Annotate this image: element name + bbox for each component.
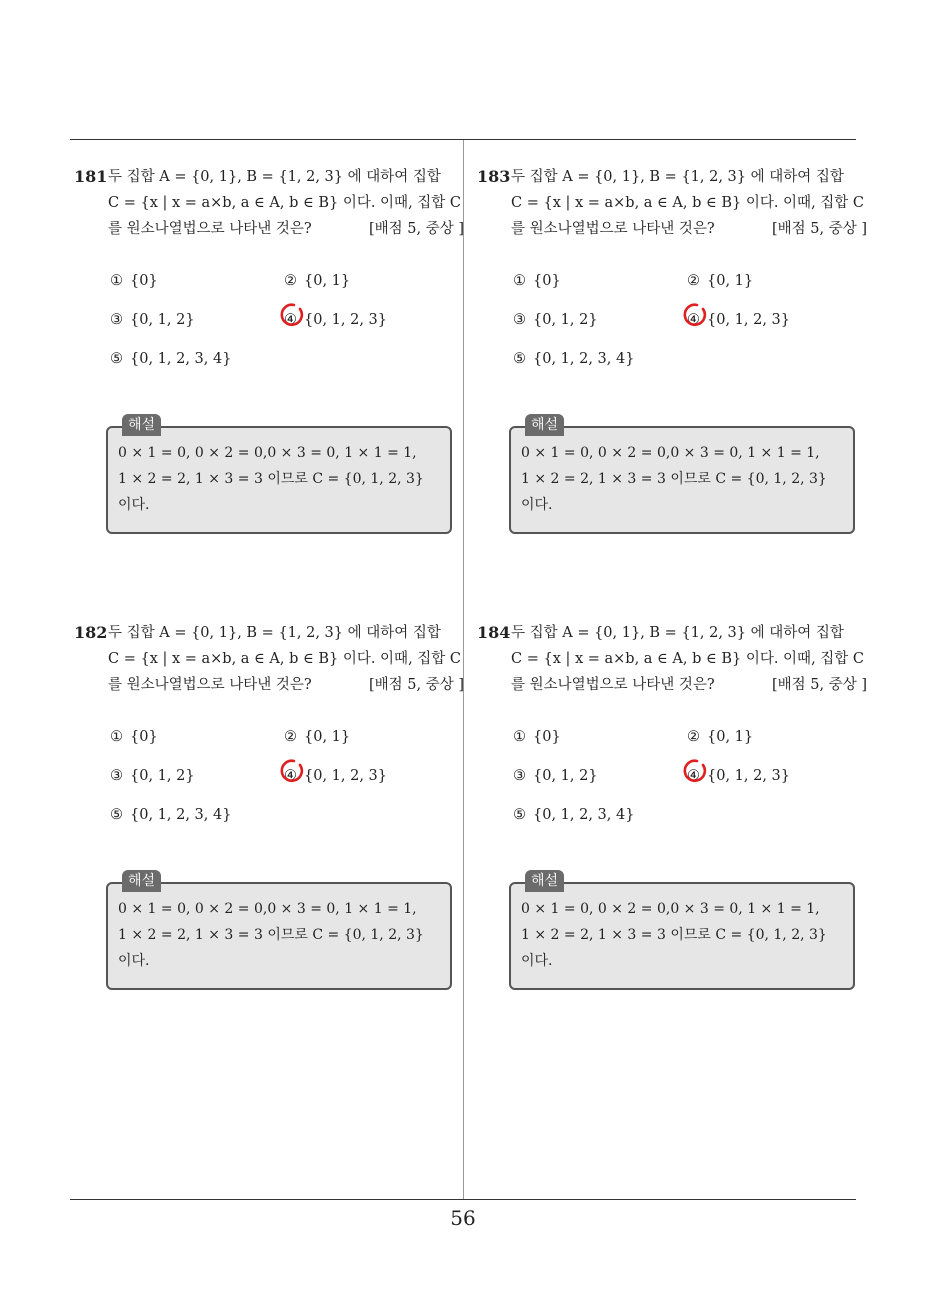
choice-1[interactable] — [110, 268, 158, 294]
question-prompt: 를 원소나열법으로 나타낸 것은? — [511, 677, 715, 693]
question-line-1: 두 집합 A = {0, 1}, B = {1, 2, 3} 에 대하여 집합 — [108, 169, 441, 185]
choice-marker: ① — [513, 729, 526, 745]
choice-text: {0, 1, 2} — [533, 768, 598, 784]
choice-text: {0, 1, 2} — [130, 312, 195, 328]
solution-label: 해설 — [525, 870, 564, 892]
choice-text: {0, 1, 2, 3, 4} — [130, 807, 232, 823]
question-line-3 — [511, 672, 867, 698]
choice-text: {0, 1, 2, 3, 4} — [533, 351, 635, 367]
question-text — [477, 164, 867, 242]
solution-label: 해설 — [122, 414, 161, 436]
choice-marker: ② — [687, 729, 700, 745]
problem-181 — [74, 164, 464, 513]
choice-text: {0, 1, 2, 3, 4} — [533, 807, 635, 823]
solution-line-1: 0 × 1 = 0, 0 × 2 = 0,0 × 3 = 0, 1 × 1 = 1, — [521, 445, 820, 461]
choice-text: {0} — [533, 273, 561, 289]
question-line-1: 두 집합 A = {0, 1}, B = {1, 2, 3} 에 대하여 집합 — [511, 625, 844, 641]
choice-4[interactable] — [687, 307, 790, 333]
solution-line-1: 0 × 1 = 0, 0 × 2 = 0,0 × 3 = 0, 1 × 1 = 1, — [118, 445, 417, 461]
question-line-2: C = {x | x = a×b, a ∈ A, b ∈ B} 이다. 이때, 집합 C — [511, 651, 864, 667]
answer-circle-icon — [278, 302, 304, 328]
solution-line-3: 이다. — [118, 497, 150, 513]
choice-3[interactable] — [513, 307, 598, 333]
problem-number: 182 — [74, 623, 108, 642]
solution-line-2: 1 × 2 = 2, 1 × 3 = 3 이므로 C = {0, 1, 2, 3} — [521, 927, 827, 943]
question-line-3 — [108, 216, 464, 242]
choice-text: {0, 1, 2, 3, 4} — [130, 351, 232, 367]
choice-4[interactable] — [284, 763, 387, 789]
choice-marker: ⑤ — [110, 807, 123, 823]
choice-marker: ③ — [513, 312, 526, 328]
choice-marker: ⑤ — [513, 807, 526, 823]
solution-label: 해설 — [525, 414, 564, 436]
question-line-2: C = {x | x = a×b, a ∈ A, b ∈ B} 이다. 이때, 집합 C — [511, 195, 864, 211]
solution-box — [106, 873, 452, 990]
choice-3[interactable] — [110, 307, 195, 333]
choice-5[interactable] — [513, 346, 634, 372]
choice-marker: ① — [513, 273, 526, 289]
choice-2[interactable] — [284, 724, 350, 750]
choice-5[interactable] — [110, 346, 231, 372]
solution-box — [509, 417, 855, 534]
choice-5[interactable] — [110, 802, 231, 828]
choice-text: {0} — [130, 273, 158, 289]
choice-text: {0, 1, 2, 3} — [707, 768, 791, 784]
problem-182 — [74, 620, 464, 969]
bottom-rule — [70, 1199, 856, 1200]
solution-line-1: 0 × 1 = 0, 0 × 2 = 0,0 × 3 = 0, 1 × 1 = 1, — [118, 901, 417, 917]
question-line-1: 두 집합 A = {0, 1}, B = {1, 2, 3} 에 대하여 집합 — [108, 625, 441, 641]
problem-184 — [477, 620, 867, 969]
choices — [74, 722, 464, 842]
choice-marker: ⑤ — [513, 351, 526, 367]
choice-text: {0, 1, 2, 3} — [707, 312, 791, 328]
choice-marker: ① — [110, 729, 123, 745]
choice-text: {0, 1} — [707, 273, 754, 289]
choice-text: {0, 1} — [707, 729, 754, 745]
answer-circle-icon — [278, 758, 304, 784]
question-text — [74, 164, 464, 242]
question-text — [477, 620, 867, 698]
choice-2[interactable] — [687, 268, 753, 294]
score-difficulty: [배점 5, 중상 ] — [368, 677, 464, 693]
solution-line-3: 이다. — [118, 953, 150, 969]
score-difficulty: [배점 5, 중상 ] — [771, 221, 867, 237]
answer-circle-icon — [681, 758, 707, 784]
choice-1[interactable] — [110, 724, 158, 750]
choice-5[interactable] — [513, 802, 634, 828]
choice-marker: ② — [284, 273, 297, 289]
answer-circle-icon — [681, 302, 707, 328]
solution-box — [106, 417, 452, 534]
choices — [74, 266, 464, 386]
choice-text: {0, 1, 2} — [533, 312, 598, 328]
solution-line-3: 이다. — [521, 497, 553, 513]
problem-number: 183 — [477, 167, 511, 186]
choice-marker: ④ — [284, 768, 297, 784]
choice-marker: ② — [687, 273, 700, 289]
choice-text: {0, 1, 2} — [130, 768, 195, 784]
choices — [477, 722, 867, 842]
question-prompt: 를 원소나열법으로 나타낸 것은? — [108, 677, 312, 693]
choice-text: {0, 1} — [304, 729, 351, 745]
choice-marker: ③ — [513, 768, 526, 784]
solution-text — [118, 896, 440, 974]
solution-line-1: 0 × 1 = 0, 0 × 2 = 0,0 × 3 = 0, 1 × 1 = 1, — [521, 901, 820, 917]
choice-2[interactable] — [284, 268, 350, 294]
page-number: 56 — [450, 1206, 476, 1230]
problem-number: 181 — [74, 167, 108, 186]
problem-183 — [477, 164, 867, 513]
choice-marker: ④ — [687, 312, 700, 328]
question-prompt: 를 원소나열법으로 나타낸 것은? — [511, 221, 715, 237]
choice-marker: ④ — [284, 312, 297, 328]
choice-3[interactable] — [513, 763, 598, 789]
choice-text: {0, 1} — [304, 273, 351, 289]
question-line-1: 두 집합 A = {0, 1}, B = {1, 2, 3} 에 대하여 집합 — [511, 169, 844, 185]
choice-marker: ⑤ — [110, 351, 123, 367]
solution-text — [521, 440, 843, 518]
choice-1[interactable] — [513, 724, 561, 750]
solution-text — [118, 440, 440, 518]
solution-line-3: 이다. — [521, 953, 553, 969]
choice-text: {0} — [130, 729, 158, 745]
question-line-3 — [108, 672, 464, 698]
question-line-2: C = {x | x = a×b, a ∈ A, b ∈ B} 이다. 이때, 집합 C — [108, 651, 461, 667]
solution-line-2: 1 × 2 = 2, 1 × 3 = 3 이므로 C = {0, 1, 2, 3} — [118, 927, 424, 943]
question-prompt: 를 원소나열법으로 나타낸 것은? — [108, 221, 312, 237]
choice-text: {0} — [533, 729, 561, 745]
score-difficulty: [배점 5, 중상 ] — [771, 677, 867, 693]
solution-text — [521, 896, 843, 974]
question-line-3 — [511, 216, 867, 242]
solution-line-2: 1 × 2 = 2, 1 × 3 = 3 이므로 C = {0, 1, 2, 3} — [521, 471, 827, 487]
choice-4[interactable] — [284, 307, 387, 333]
problem-number: 184 — [477, 623, 511, 642]
solution-line-2: 1 × 2 = 2, 1 × 3 = 3 이므로 C = {0, 1, 2, 3} — [118, 471, 424, 487]
choice-marker: ② — [284, 729, 297, 745]
question-text — [74, 620, 464, 698]
score-difficulty: [배점 5, 중상 ] — [368, 221, 464, 237]
choice-4[interactable] — [687, 763, 790, 789]
solution-label: 해설 — [122, 870, 161, 892]
choice-2[interactable] — [687, 724, 753, 750]
choice-marker: ③ — [110, 312, 123, 328]
choice-1[interactable] — [513, 268, 561, 294]
choices — [477, 266, 867, 386]
choice-marker: ④ — [687, 768, 700, 784]
choice-3[interactable] — [110, 763, 195, 789]
choice-text: {0, 1, 2, 3} — [304, 312, 388, 328]
choice-marker: ① — [110, 273, 123, 289]
choice-marker: ③ — [110, 768, 123, 784]
question-line-2: C = {x | x = a×b, a ∈ A, b ∈ B} 이다. 이때, 집합 C — [108, 195, 461, 211]
solution-box — [509, 873, 855, 990]
choice-text: {0, 1, 2, 3} — [304, 768, 388, 784]
